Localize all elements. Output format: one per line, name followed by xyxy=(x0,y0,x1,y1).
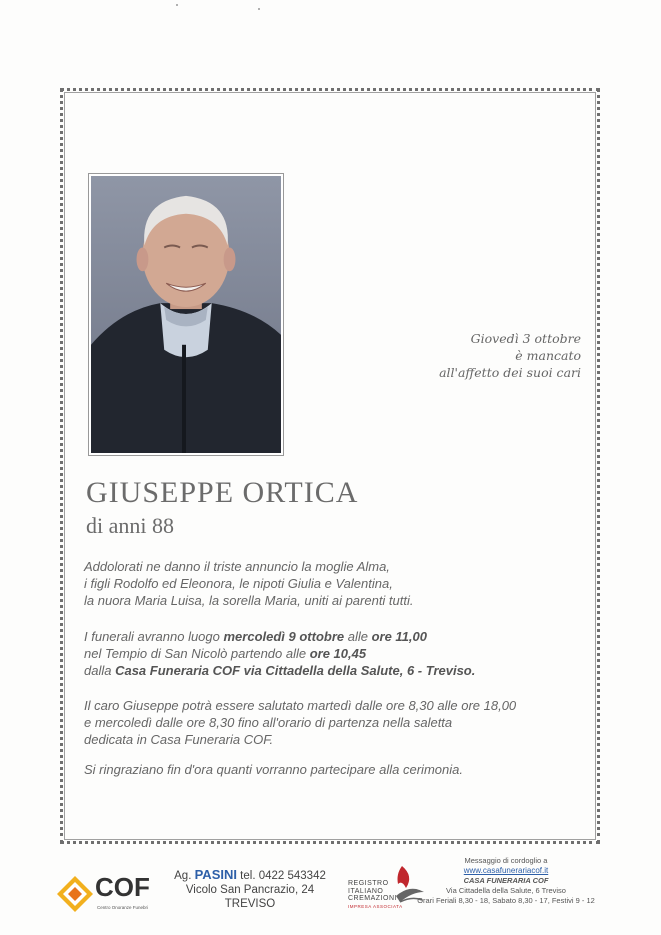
funeral-text: dalla xyxy=(84,663,116,678)
visitation-paragraph xyxy=(84,697,564,748)
registro-line: CREMAZIONI xyxy=(348,895,397,902)
registro-line: REGISTRO xyxy=(348,880,389,887)
funeral-time: ore 11,00 xyxy=(371,629,428,644)
agency-address: Vicolo San Pancrazio, 24 xyxy=(185,884,315,896)
registro-member: IMPRESA ASSOCIATA xyxy=(348,903,403,909)
agency-line xyxy=(170,868,330,883)
cof-diamond-icon xyxy=(55,874,95,914)
announcement-paragraph xyxy=(84,558,564,609)
deceased-age: di anni 88 xyxy=(86,513,174,538)
funeral-line-2 xyxy=(84,645,564,662)
registro-line: ITALIANO xyxy=(348,887,384,895)
deceased-name: GIUSEPPE ORTICA xyxy=(86,476,359,509)
cof-logo xyxy=(55,872,155,917)
cof-subtitle: Centro Onoranze Funebri xyxy=(97,905,149,910)
scan-speck xyxy=(258,8,260,10)
agency-name: PASINI xyxy=(194,867,237,882)
funeral-location: Casa Funeraria COF via Cittadella della Salute, 6 - Treviso. xyxy=(115,663,476,678)
funeral-date: mercoledì 9 ottobre xyxy=(223,629,345,644)
announcement-line: Addolorati ne danno il triste annuncio la moglie Alma, xyxy=(84,559,390,574)
condolence-label: Messaggio di cordoglio a xyxy=(464,856,548,865)
portrait-photo xyxy=(88,173,284,456)
family-line: all'affetto dei suoi cari xyxy=(439,365,581,380)
death-date-note xyxy=(439,330,581,381)
agency-city: TREVISO xyxy=(224,898,276,910)
date-line: Giovedì 3 ottobre xyxy=(470,331,581,346)
visitation-line: Il caro Giuseppe potrà essere salutato martedì dalle ore 8,30 alle ore 18,00 xyxy=(84,698,517,713)
company-name: CASA FUNERARIA COF xyxy=(463,876,549,885)
condolence-info xyxy=(406,856,606,906)
company-hours: Orari Feriali 8,30 - 18, Sabato 8,30 - 17, Festivi 9 - 12 xyxy=(417,896,595,905)
scan-speck xyxy=(176,4,178,6)
funeral-text: nel Tempio di San Nicolò partendo alle xyxy=(84,646,310,661)
condolence-link[interactable]: www.casafunerariacof.it xyxy=(463,866,549,875)
footer xyxy=(0,850,661,935)
funeral-line-1 xyxy=(84,628,564,645)
agency-prefix: Ag. xyxy=(174,870,195,882)
funeral-line-3 xyxy=(84,662,564,679)
funeral-text: I funerali avranno luogo xyxy=(84,629,224,644)
visitation-line: dedicata in Casa Funeraria COF. xyxy=(84,732,274,747)
passed-line: è mancato xyxy=(515,348,581,363)
announcement-line: i figli Rodolfo ed Eleonora, le nipoti Giulia e Valentina, xyxy=(84,576,393,591)
funeral-text: alle xyxy=(344,629,372,644)
funeral-paragraph xyxy=(84,628,564,679)
cof-wordmark: COF xyxy=(95,872,150,902)
registro-text xyxy=(348,880,403,910)
announcement-line: la nuora Maria Luisa, la sorella Maria, uniti ai parenti tutti. xyxy=(84,593,414,608)
agency-info xyxy=(170,868,330,911)
portrait-image xyxy=(91,176,281,453)
visitation-line: e mercoledì dalle ore 8,30 fino all'orario di partenza nella saletta xyxy=(84,715,453,730)
thanks-line: Si ringraziano fin d'ora quanti vorranno partecipare alla cerimonia. xyxy=(84,762,463,777)
departure-time: ore 10,45 xyxy=(309,646,367,661)
company-address: Via Cittadella della Salute, 6 Treviso xyxy=(446,886,566,895)
agency-phone: tel. 0422 543342 xyxy=(236,870,326,882)
